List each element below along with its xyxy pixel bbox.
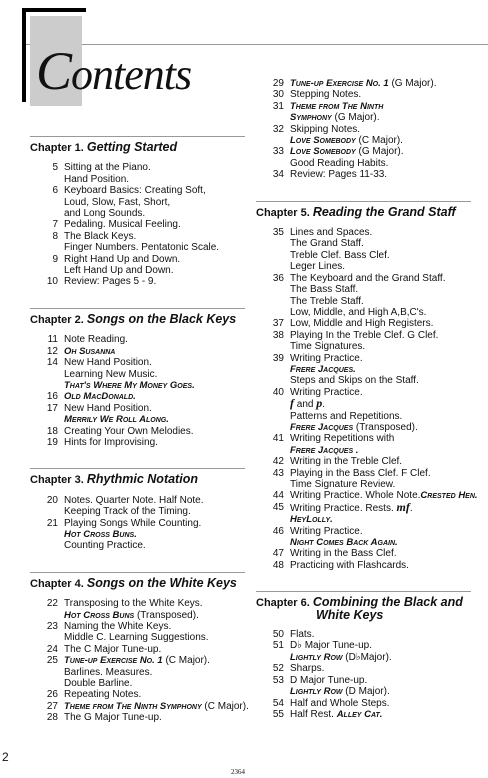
chapter-heading	[30, 572, 245, 590]
song-title: Symphony	[290, 112, 332, 124]
page-ref: 48	[272, 559, 284, 571]
entry-text: .	[409, 502, 413, 514]
page-ref: 45	[272, 501, 284, 513]
toc-entry[interactable]	[30, 621, 245, 644]
page-ref: 12	[46, 345, 58, 357]
entry-line: The Treble Staff.	[290, 295, 364, 307]
dynamic-mark: mf	[396, 499, 410, 514]
page-ref: 53	[272, 674, 284, 686]
toc-entry[interactable]	[30, 185, 245, 219]
entry-line	[290, 112, 471, 123]
toc-entry[interactable]	[256, 169, 471, 180]
chapter-heading	[256, 591, 471, 621]
entry-line: Right Hand Up and Down.	[64, 253, 181, 265]
page-ref: 21	[46, 517, 58, 529]
entry-line: Low, Middle and High Registers.	[290, 318, 434, 330]
page-ref: 20	[46, 494, 58, 506]
page-ref: 31	[272, 100, 284, 112]
entry-line: Counting Practice.	[64, 540, 146, 552]
song-title: Hot Cross Buns	[64, 609, 135, 621]
song-title: Crested Hen.	[420, 490, 478, 502]
page-ref: 50	[272, 629, 284, 641]
page-ref: 42	[272, 456, 284, 468]
page-ref: 23	[46, 621, 58, 632]
entry-line: Double Barline.	[64, 678, 133, 690]
chapter-title: Rhythmic Notation	[86, 472, 198, 487]
toc-entry[interactable]	[30, 598, 245, 621]
toc-entry[interactable]	[256, 387, 471, 434]
toc-entry[interactable]	[256, 499, 471, 526]
entry-line	[290, 135, 471, 146]
page-ref: 18	[46, 425, 58, 437]
song-title: Love Somebody	[290, 146, 356, 158]
toc-entry[interactable]	[256, 146, 471, 169]
entry-line: Night Comes Back Again.	[290, 537, 398, 549]
entry-line: Writing in the Bass Clef.	[290, 548, 397, 560]
page-ref: 28	[46, 712, 58, 724]
entry-line: and Long Sounds.	[64, 208, 146, 220]
chapter-number: Chapter 5.	[256, 206, 313, 219]
toc-entry[interactable]	[256, 526, 471, 549]
entry-line: Keyboard Basics: Creating Soft,	[64, 185, 206, 197]
page-ref: 6	[52, 185, 58, 197]
chapter-title: Combining the Black and	[312, 595, 463, 610]
toc-entry[interactable]	[256, 698, 471, 709]
entry-line: Writing Repetitions with	[290, 433, 395, 445]
page-ref: 51	[272, 640, 284, 652]
chapter-number: Chapter 6.	[256, 597, 313, 610]
song-title: Alley Cat.	[336, 708, 383, 720]
entry-line: Pedaling. Musical Feeling.	[64, 219, 181, 231]
entry-line: Time Signature Review.	[290, 479, 396, 490]
entry-line: Loud, Slow, Fast, Short,	[64, 196, 171, 208]
toc-entry[interactable]	[256, 101, 471, 124]
toc-entry[interactable]	[256, 353, 471, 387]
entry-line	[290, 101, 471, 112]
toc-entry[interactable]	[30, 346, 245, 357]
entry-line: Middle C. Learning Suggestions.	[64, 632, 209, 644]
toc-entry[interactable]	[256, 629, 471, 640]
chapter-title: Getting Started	[86, 140, 178, 154]
page-ref: 44	[272, 490, 284, 502]
entry-line	[64, 701, 249, 712]
entry-line: Left Hand Up and Down.	[64, 265, 174, 277]
page-ref: 30	[272, 89, 284, 101]
page-ref: 22	[46, 598, 58, 610]
entry-line: Flats.	[290, 629, 315, 641]
toc-entry[interactable]	[30, 700, 249, 712]
toc-entry[interactable]	[256, 433, 471, 456]
chapter-title: Songs on the Black Keys	[86, 311, 237, 326]
page-number: 2	[2, 750, 9, 764]
toc-entry[interactable]	[256, 709, 471, 720]
chapter-heading	[30, 308, 245, 326]
song-title: Love Somebody	[290, 135, 356, 147]
song-title: Lightly Row	[290, 686, 343, 698]
page-ref: 8	[52, 230, 58, 242]
entry-line: D♭ Major Tune-up.	[290, 640, 372, 652]
entry-line: Skipping Notes.	[290, 123, 361, 135]
page-ref: 39	[272, 352, 284, 364]
entry-line: Hints for Improvising.	[64, 436, 158, 448]
toc-entry[interactable]	[30, 644, 245, 655]
entry-text: (C Major).	[355, 135, 403, 147]
page-ref: 10	[46, 276, 58, 288]
entry-line: That's Where My Money Goes.	[64, 379, 195, 391]
toc-entry[interactable]	[30, 655, 245, 689]
entry-text: (Transposed).	[353, 421, 418, 433]
left-column	[30, 136, 249, 724]
page-ref: 32	[272, 123, 284, 135]
song-title: Tune-up Exercise No. 1	[64, 655, 163, 667]
toc-entry[interactable]	[30, 276, 245, 287]
page-ref: 35	[272, 227, 284, 239]
entry-line: New Hand Position.	[64, 402, 152, 414]
page-ref: 40	[272, 386, 284, 398]
toc-entry[interactable]	[30, 357, 245, 391]
entry-text: (G Major).	[388, 78, 437, 89]
chapter-number: Chapter 2.	[30, 313, 87, 326]
entry-text: (G Major).	[355, 146, 404, 158]
entry-text: Writing Practice. Rests.	[290, 502, 397, 514]
page-ref: 27	[46, 700, 58, 712]
entry-line: Playing Songs While Counting.	[64, 517, 202, 529]
entry-line: Half and Whole Steps.	[290, 697, 390, 709]
entry-line	[64, 610, 245, 621]
chapter-heading	[256, 201, 471, 219]
entry-line: The G Major Tune-up.	[64, 712, 162, 724]
song-title: Theme from The Ninth	[290, 100, 384, 112]
entry-line: Low, Middle, and High A,B,C's.	[290, 306, 427, 318]
chapter-number: Chapter 3.	[30, 474, 87, 487]
entry-line: Frere Jacques .	[290, 444, 359, 456]
page-ref: 7	[52, 219, 58, 231]
song-title: Frere Jacques	[290, 421, 354, 433]
toc-entry[interactable]	[30, 518, 245, 552]
entry-line: Leger Lines.	[290, 261, 346, 273]
toc-entry[interactable]	[30, 334, 245, 345]
entry-line	[290, 499, 471, 514]
entry-line: Review: Pages 5 - 9.	[64, 276, 157, 288]
page-ref: 33	[272, 146, 284, 158]
toc-entry[interactable]	[30, 391, 245, 402]
page-ref: 26	[46, 689, 58, 701]
page-ref: 36	[272, 272, 284, 284]
entry-line: Hot Cross Buns.	[64, 528, 137, 540]
toc-entry[interactable]	[256, 675, 471, 698]
toc-entry[interactable]	[256, 227, 471, 273]
song-title: Theme from The Ninth Symphony	[64, 700, 202, 712]
dynamic-mark: p	[316, 396, 323, 411]
page-title: Contents	[36, 41, 192, 101]
toc-entry[interactable]	[30, 689, 245, 700]
toc-entry[interactable]	[256, 560, 471, 571]
entry-line: Frere Jacques.	[290, 363, 356, 375]
entry-line	[290, 490, 478, 501]
entry-line: Creating Your Own Melodies.	[64, 425, 194, 437]
entry-line: Practicing with Flashcards.	[290, 559, 409, 571]
entry-line: Sitting at the Piano.	[64, 162, 151, 174]
entry-line: Playing In the Treble Clef. G Clef.	[290, 329, 439, 341]
page-ref: 55	[272, 708, 284, 720]
entry-line: Transposing to the White Keys.	[64, 598, 203, 610]
page-ref: 34	[272, 169, 284, 181]
entry-line: Barlines. Measures.	[64, 666, 153, 678]
entry-line: Time Signatures.	[290, 341, 366, 353]
entry-line: Repeating Notes.	[64, 689, 142, 701]
page-ref: 52	[272, 663, 284, 675]
dynamic-mark: f	[290, 396, 294, 411]
page-ref: 16	[46, 391, 58, 403]
page-ref: 17	[46, 402, 58, 414]
entry-line: Steps and Skips on the Staff.	[290, 375, 419, 387]
entry-line: Treble Clef. Bass Clef.	[290, 249, 390, 261]
page-ref: 29	[272, 78, 284, 89]
chapter-title: Reading the Grand Staff	[312, 204, 456, 219]
toc-entry[interactable]	[256, 124, 471, 147]
entry-line: Finger Numbers. Pentatonic Scale.	[64, 242, 220, 254]
entry-text: and	[294, 399, 317, 411]
entry-line	[290, 78, 471, 89]
chapter-title-cont: White Keys	[316, 607, 384, 622]
toc-entry[interactable]	[30, 495, 245, 518]
toc-entry[interactable]	[256, 273, 471, 319]
entry-text: (G Major).	[331, 112, 380, 124]
entry-line: Oh Susanna	[64, 345, 116, 357]
toc-entry[interactable]	[256, 490, 478, 502]
toc-entry[interactable]	[256, 89, 471, 100]
entry-line: Review: Pages 11-33.	[290, 169, 388, 181]
entry-line: The C Major Tune-up.	[64, 643, 162, 655]
entry-line: The Bass Staff.	[290, 284, 359, 296]
entry-line: Lines and Spaces.	[290, 227, 373, 239]
toc-entry[interactable]	[30, 162, 245, 185]
page-ref: 14	[46, 357, 58, 369]
toc-entry[interactable]	[256, 640, 471, 663]
toc-entry[interactable]	[30, 231, 245, 254]
entry-line	[290, 652, 471, 663]
entry-line: Playing in the Bass Clef. F Clef.	[290, 467, 431, 479]
page-ref: 11	[47, 334, 58, 346]
entry-line: Good Reading Habits.	[290, 157, 389, 169]
entry-line	[290, 686, 471, 697]
toc-entry[interactable]	[30, 219, 245, 230]
entry-line: Writing Practice.	[290, 352, 363, 364]
page-ref: 41	[272, 433, 284, 445]
entry-line: D Major Tune-up.	[290, 674, 368, 686]
toc-entry[interactable]	[30, 426, 245, 437]
footer-code: 2364	[231, 768, 245, 776]
chapter-number: Chapter 1.	[30, 142, 87, 154]
toc-entry[interactable]	[30, 712, 245, 723]
entry-text: (Transposed).	[134, 609, 199, 621]
page-ref: 19	[46, 436, 58, 448]
entry-text: Half Rest.	[290, 708, 337, 720]
entry-text: (D Major).	[342, 686, 390, 698]
entry-text: .	[322, 399, 326, 411]
entry-text: (D♭Major).	[342, 651, 392, 663]
entry-line: Merrily We Roll Along.	[64, 414, 169, 426]
song-title: Tune-up Exercise No. 1	[290, 78, 389, 89]
page-ref: 5	[52, 162, 58, 174]
toc-entry[interactable]	[256, 456, 471, 467]
entry-line	[290, 398, 471, 410]
entry-line: Writing Practice.	[290, 525, 363, 537]
entry-line	[64, 655, 245, 666]
chapter-heading	[30, 468, 245, 486]
song-title: Lightly Row	[290, 651, 343, 663]
page-ref: 24	[46, 643, 58, 655]
toc-entry[interactable]	[256, 468, 471, 491]
entry-line: The Black Keys.	[64, 230, 137, 242]
page-ref: 54	[272, 697, 284, 709]
page-ref: 38	[272, 329, 284, 341]
toc-entry[interactable]	[30, 403, 245, 426]
entry-line: HeyLolly.	[290, 514, 333, 526]
entry-line: The Keyboard and the Grand Staff.	[290, 272, 446, 284]
chapter-heading	[30, 136, 245, 154]
page-ref: 47	[272, 548, 284, 560]
page-ref: 46	[272, 525, 284, 537]
right-column	[256, 78, 478, 720]
entry-text: (C Major).	[162, 655, 210, 667]
toc-entry[interactable]	[256, 548, 471, 559]
entry-line: Writing in the Treble Clef.	[290, 456, 403, 468]
entry-line: Naming the White Keys.	[64, 621, 172, 632]
entry-line: Stepping Notes.	[290, 89, 362, 101]
toc-entry[interactable]	[30, 437, 245, 448]
entry-line: Hand Position.	[64, 173, 130, 185]
chapter-number: Chapter 4.	[30, 577, 87, 590]
entry-line: Learning New Music.	[64, 368, 158, 380]
entry-line: Old MacDonald.	[64, 391, 136, 403]
entry-text: (C Major).	[201, 700, 249, 712]
entry-line	[290, 422, 471, 433]
toc-entry[interactable]	[256, 663, 471, 674]
entry-text: Writing Practice. Whole Note.	[290, 490, 421, 502]
toc-entry[interactable]	[256, 78, 471, 89]
entry-line: The Grand Staff.	[290, 238, 364, 250]
page-ref: 25	[46, 655, 58, 667]
entry-line: Keeping Track of the Timing.	[64, 506, 191, 518]
toc-entry[interactable]	[30, 254, 245, 277]
page-ref: 37	[272, 318, 284, 330]
entry-line	[290, 709, 471, 720]
entry-line: Patterns and Repetitions.	[290, 410, 403, 422]
entry-line: Sharps.	[290, 663, 325, 675]
entry-line: Note Reading.	[64, 334, 128, 346]
entry-line: Notes. Quarter Note. Half Note.	[64, 494, 204, 506]
entry-line	[290, 146, 471, 157]
page-ref: 43	[272, 467, 284, 479]
entry-line: New Hand Position.	[64, 357, 152, 369]
entry-line: Writing Practice.	[290, 386, 363, 398]
toc-entry[interactable]	[256, 330, 471, 353]
chapter-title: Songs on the White Keys	[86, 575, 237, 590]
page-ref: 9	[52, 253, 58, 265]
toc-entry[interactable]	[256, 318, 471, 329]
